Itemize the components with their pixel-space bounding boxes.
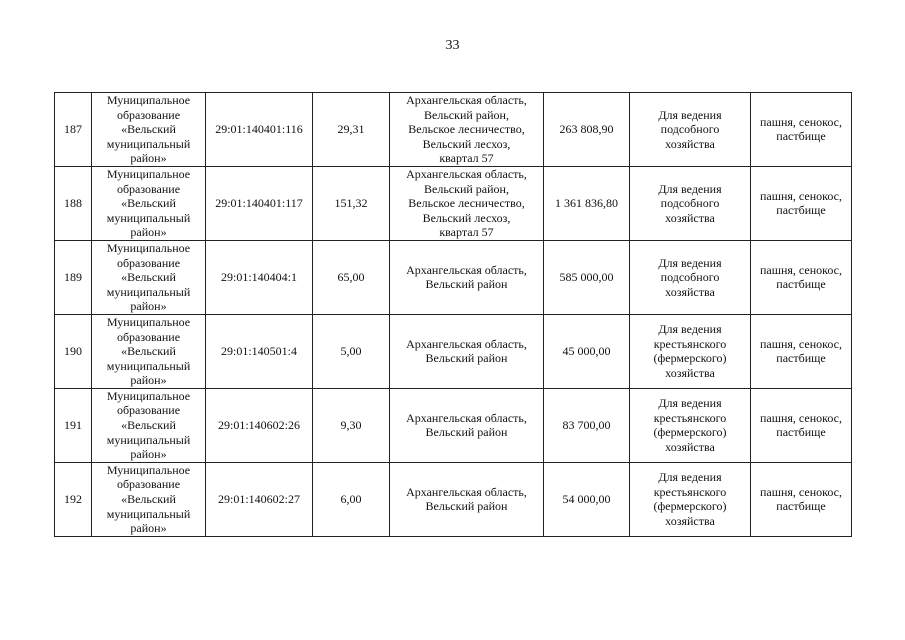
cell-line: квартал 57 [439,225,494,240]
table-row [55,93,852,167]
cell-number: 189 [55,240,92,314]
cell-line: (фермерского) [653,351,727,366]
cell-line: образование [116,255,181,270]
table-body [55,93,852,537]
cell-line: пастбище [776,351,826,366]
cell-land-use [751,388,852,462]
cell-owner [92,462,206,536]
cell-line: (фермерского) [653,425,727,440]
cell-line: муниципальный [106,136,191,151]
cell-purpose [630,166,751,240]
cell-line: Вельский район [425,499,508,514]
cell-owner [92,93,206,167]
cell-area: 151,32 [313,166,390,240]
cell-line: Для ведения [658,470,722,485]
cell-land-use [751,462,852,536]
cell-cadastral-number: 29:01:140501:4 [206,314,313,388]
cell-location [390,166,544,240]
cell-cost: 83 700,00 [544,388,630,462]
cell-line: пастбище [776,129,826,144]
cell-line: пашня, сенокос, [760,484,842,499]
cell-line: Вельский район [425,277,508,292]
cell-line: Вельский район, [424,107,509,122]
cell-cost: 585 000,00 [544,240,630,314]
cell-line: пашня, сенокос, [760,188,842,203]
cell-line: Архангельская область, [406,336,527,351]
cell-number: 191 [55,388,92,462]
cell-number: 190 [55,314,92,388]
cell-cadastral-number: 29:01:140602:26 [206,388,313,462]
cell-cost: 1 361 836,80 [544,166,630,240]
cell-line: Муниципальное [106,240,191,255]
cell-cadastral-number: 29:01:140401:117 [206,166,313,240]
cell-line: Архангельская область, [406,166,527,181]
cell-line: хозяйства [665,210,715,225]
cell-line: пашня, сенокос, [760,336,842,351]
table-row [55,166,852,240]
cell-line: «Вельский [121,122,176,137]
cell-line: Муниципальное [106,388,191,403]
cell-line: пашня, сенокос, [760,262,842,277]
cell-cost: 54 000,00 [544,462,630,536]
cell-line: муниципальный [106,284,191,299]
cell-purpose [630,388,751,462]
cell-land-use [751,166,852,240]
cell-cost: 263 808,90 [544,93,630,167]
cell-number: 188 [55,166,92,240]
cell-line: «Вельский [121,344,176,359]
cell-line: район» [130,521,167,536]
cell-line: Муниципальное [106,314,191,329]
cell-purpose [630,462,751,536]
cell-line: крестьянского [653,336,727,351]
cell-area: 5,00 [313,314,390,388]
cell-line: крестьянского [653,410,727,425]
cell-area: 9,30 [313,388,390,462]
cell-line: Муниципальное [106,462,191,477]
cell-line: пастбище [776,425,826,440]
cell-line: Для ведения [658,107,722,122]
cell-location [390,314,544,388]
cell-line: пастбище [776,203,826,218]
cell-line: муниципальный [106,210,191,225]
cell-line: Вельский район [425,425,508,440]
cell-line: образование [116,107,181,122]
cell-line: район» [130,225,167,240]
cell-line: пастбище [776,499,826,514]
table-row [55,388,852,462]
cell-line: муниципальный [106,432,191,447]
cell-line: подсобного [660,122,720,137]
cell-line: хозяйства [665,136,715,151]
cell-line: образование [116,403,181,418]
cell-line: хозяйства [665,439,715,454]
cell-line: (фермерского) [653,499,727,514]
cell-cadastral-number: 29:01:140602:27 [206,462,313,536]
cell-line: «Вельский [121,492,176,507]
cell-line: образование [116,329,181,344]
cell-line: хозяйства [665,513,715,528]
cell-line: муниципальный [106,358,191,373]
cell-line: Вельский лесхоз, [422,210,511,225]
cell-owner [92,240,206,314]
cell-line: пашня, сенокос, [760,410,842,425]
cell-line: Вельское лесничество, [408,122,525,137]
cell-cadastral-number: 29:01:140401:116 [206,93,313,167]
cell-purpose [630,93,751,167]
cell-area: 6,00 [313,462,390,536]
page-number: 33 [445,38,460,53]
cell-line: хозяйства [665,284,715,299]
cell-land-use [751,240,852,314]
cell-line: Вельский район, [424,181,509,196]
cell-line: Муниципальное [106,166,191,181]
cell-purpose [630,240,751,314]
cell-location [390,240,544,314]
cell-line: «Вельский [121,270,176,285]
cell-line: Архангельская область, [406,484,527,499]
cell-line: Вельский район [425,351,508,366]
cell-line: Вельское лесничество, [408,196,525,211]
cell-line: Для ведения [658,322,722,337]
cell-line: подсобного [660,270,720,285]
cell-location [390,93,544,167]
cell-location [390,462,544,536]
cell-line: район» [130,299,167,314]
cell-cadastral-number: 29:01:140404:1 [206,240,313,314]
cell-area: 65,00 [313,240,390,314]
cell-line: хозяйства [665,365,715,380]
cell-line: район» [130,151,167,166]
cell-land-use [751,314,852,388]
cell-owner [92,314,206,388]
cell-cost: 45 000,00 [544,314,630,388]
land-plots-table [54,92,852,537]
table-row [55,240,852,314]
cell-line: пастбище [776,277,826,292]
cell-line: Архангельская область, [406,262,527,277]
cell-line: Архангельская область, [406,93,527,107]
cell-line: пашня, сенокос, [760,114,842,129]
cell-line: район» [130,373,167,388]
cell-line: Муниципальное [106,93,191,107]
cell-purpose [630,314,751,388]
cell-line: муниципальный [106,506,191,521]
table-row [55,314,852,388]
cell-line: крестьянского [653,484,727,499]
cell-line: Для ведения [658,181,722,196]
cell-owner [92,166,206,240]
cell-line: образование [116,477,181,492]
cell-line: «Вельский [121,196,176,211]
cell-line: Для ведения [658,396,722,411]
cell-line: квартал 57 [439,151,494,166]
cell-line: Вельский лесхоз, [422,136,511,151]
cell-owner [92,388,206,462]
cell-line: Для ведения [658,255,722,270]
cell-location [390,388,544,462]
cell-area: 29,31 [313,93,390,167]
cell-line: Архангельская область, [406,410,527,425]
cell-line: «Вельский [121,418,176,433]
cell-line: подсобного [660,196,720,211]
table-row [55,462,852,536]
cell-number: 192 [55,462,92,536]
cell-line: образование [116,181,181,196]
cell-number: 187 [55,93,92,167]
cell-line: район» [130,447,167,462]
cell-land-use [751,93,852,167]
